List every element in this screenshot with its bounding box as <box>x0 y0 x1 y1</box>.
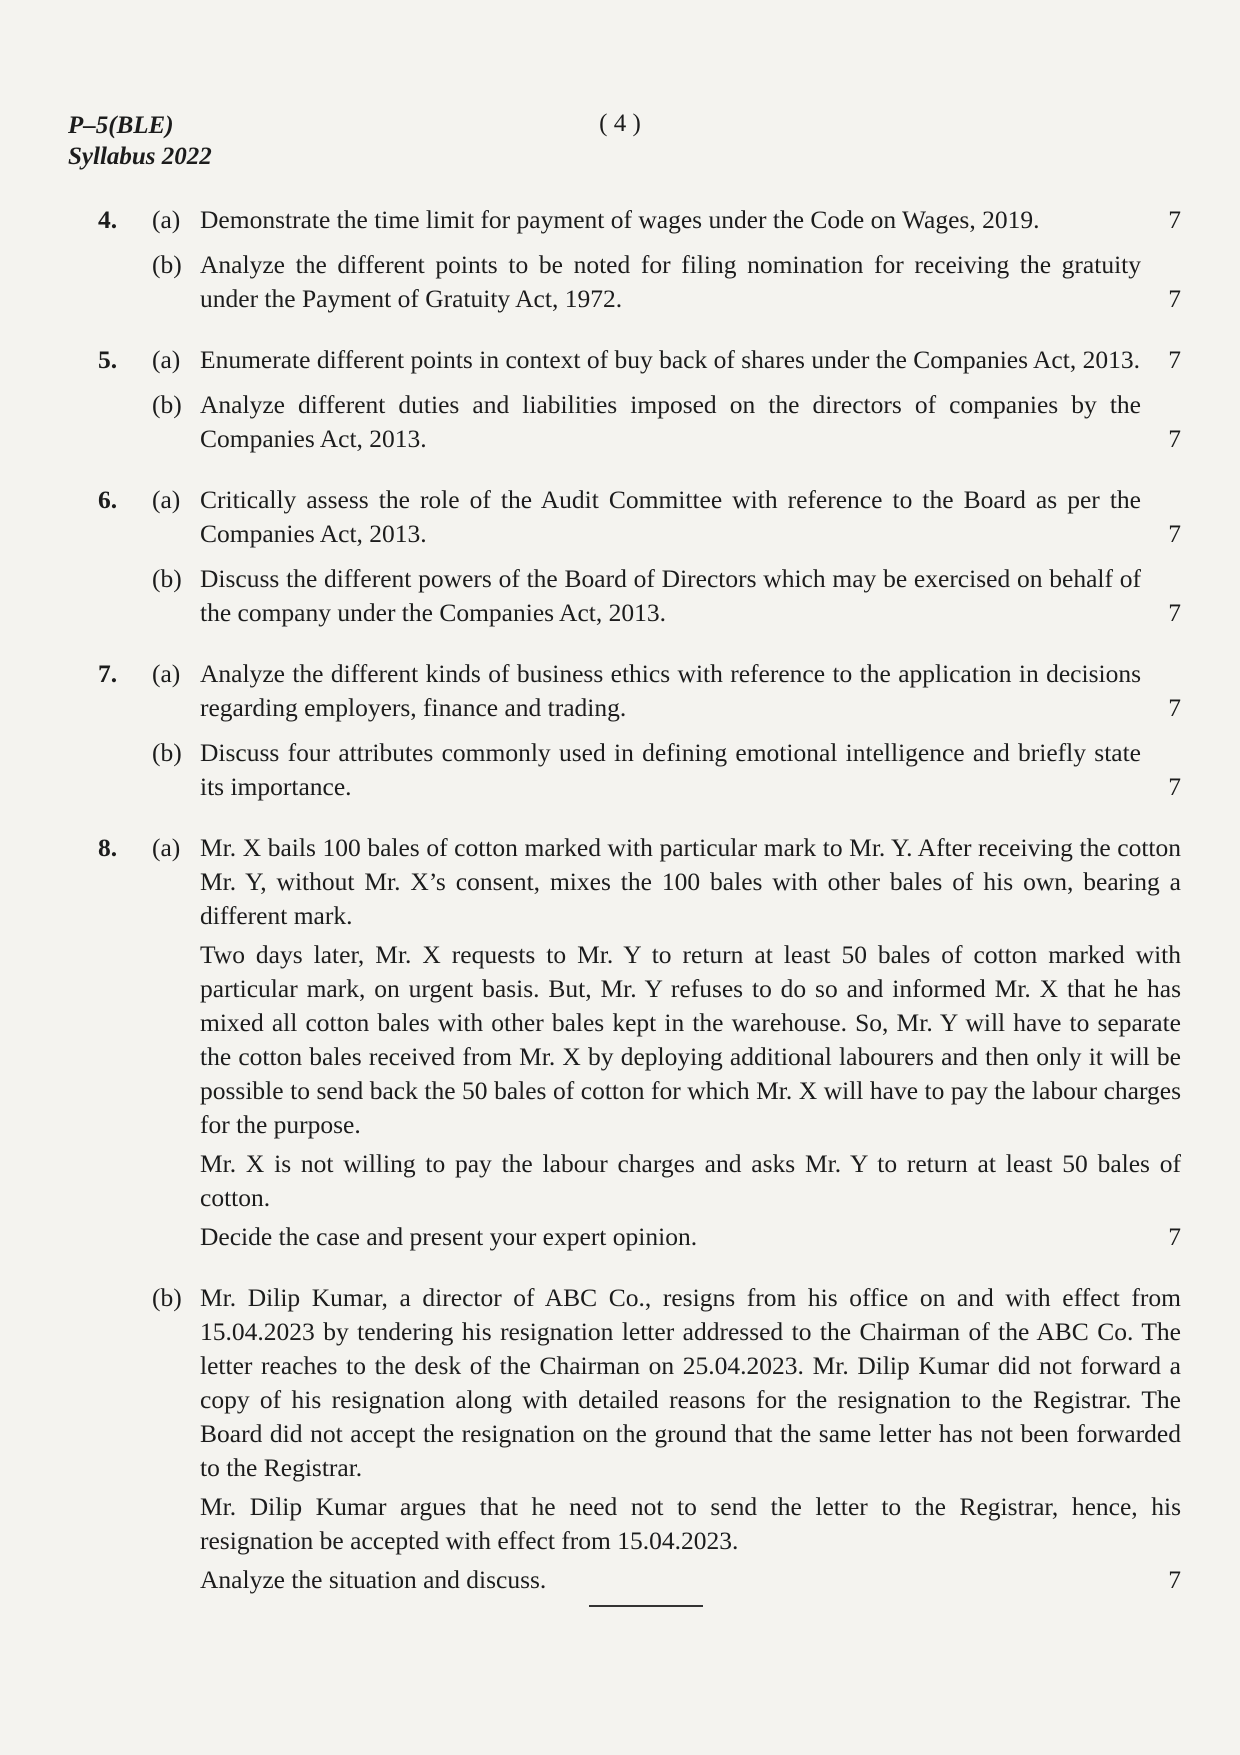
part-text <box>200 562 1181 635</box>
marks: 7 <box>1168 772 1181 801</box>
part-paragraph <box>200 483 1181 551</box>
part-paragraph <box>200 657 1181 725</box>
marks: 7 <box>1168 519 1181 548</box>
part-paragraph <box>200 1220 1181 1254</box>
question-parts <box>152 203 1181 327</box>
part-text <box>200 736 1181 809</box>
part-paragraph <box>200 343 1181 377</box>
end-rule <box>589 1605 703 1607</box>
marks: 7 <box>1168 284 1181 313</box>
marks: 7 <box>1168 693 1181 722</box>
part-paragraph <box>200 736 1181 804</box>
question-part <box>152 203 1181 242</box>
part-paragraph <box>200 248 1181 316</box>
part-label: (b) <box>152 564 182 593</box>
part-paragraph <box>200 1147 1181 1215</box>
paragraph-text: Analyze the different kinds of business ethics with reference to the application in decisions regarding employers, finance and trading. <box>200 659 1141 722</box>
part-paragraph <box>200 1563 1181 1597</box>
part-text <box>200 343 1181 382</box>
part-label: (b) <box>152 250 182 279</box>
part-label: (b) <box>152 1283 182 1312</box>
part-label: (a) <box>152 833 181 862</box>
question-part <box>152 343 1181 382</box>
question-parts <box>152 343 1181 467</box>
question-number: 5. <box>98 345 118 374</box>
part-label: (a) <box>152 345 181 374</box>
part-label: (a) <box>152 659 181 688</box>
question-parts <box>152 657 1181 815</box>
marks: 7 <box>1168 205 1181 234</box>
question-5 <box>98 343 1181 467</box>
question-part <box>152 1281 1181 1602</box>
paragraph-text: Critically assess the role of the Audit Committee with reference to the Board as per the Companies Act, 2013. <box>200 485 1141 548</box>
paragraph-text: Analyze the situation and discuss. <box>200 1565 547 1594</box>
marks: 7 <box>1168 598 1181 627</box>
part-paragraph <box>200 1490 1181 1558</box>
part-paragraph <box>200 1281 1181 1485</box>
part-paragraph <box>200 203 1181 237</box>
question-number: 6. <box>98 485 118 514</box>
question-parts <box>152 483 1181 641</box>
part-text <box>200 248 1181 321</box>
question-number: 8. <box>98 833 118 862</box>
paragraph-text: Analyze different duties and liabilities imposed on the directors of companies by the Companies Act, 2013. <box>200 390 1141 453</box>
marks: 7 <box>1168 345 1181 374</box>
question-part <box>152 248 1181 321</box>
question-part <box>152 388 1181 461</box>
part-text <box>200 657 1181 730</box>
question-6 <box>98 483 1181 641</box>
paragraph-text: Demonstrate the time limit for payment of wages under the Code on Wages, 2019. <box>200 205 1040 234</box>
question-8 <box>98 831 1181 1608</box>
paragraph-text: Mr. X bails 100 bales of cotton marked with particular mark to Mr. Y. After receiving the cotton Mr. Y, without Mr. X’s consent, mixes the 100 bales with other bales of his own, bearing a different mark. <box>200 833 1181 930</box>
paragraph-text: Mr. X is not willing to pay the labour charges and asks Mr. Y to return at least 50 bales of cotton. <box>200 1149 1181 1212</box>
part-paragraph <box>200 388 1181 456</box>
marks: 7 <box>1168 424 1181 453</box>
part-text <box>200 203 1181 242</box>
question-number: 7. <box>98 659 118 688</box>
syllabus-year: Syllabus 2022 <box>68 143 212 170</box>
question-4 <box>98 203 1181 327</box>
part-text <box>200 1281 1181 1602</box>
part-text <box>200 388 1181 461</box>
marks: 7 <box>1168 1222 1181 1251</box>
part-label: (b) <box>152 738 182 767</box>
paragraph-text: Discuss the different powers of the Board of Directors which may be exercised on behalf of the company under the Companies Act, 2013. <box>200 564 1141 627</box>
part-label: (a) <box>152 485 181 514</box>
paragraph-text: Analyze the different points to be noted for filing nomination for receiving the gratuity under the Payment of Gratuity Act, 1972. <box>200 250 1141 313</box>
part-text <box>200 831 1181 1259</box>
part-paragraph <box>200 938 1181 1142</box>
marks: 7 <box>1168 1565 1181 1594</box>
paragraph-text: Enumerate different points in context of buy back of shares under the Companies Act, 2013. <box>200 345 1140 374</box>
question-list <box>98 203 1181 1624</box>
part-paragraph <box>200 831 1181 933</box>
question-part <box>152 483 1181 556</box>
question-parts <box>152 831 1181 1608</box>
page-number: ( 4 ) <box>599 110 641 137</box>
question-number: 4. <box>98 205 118 234</box>
question-part <box>152 736 1181 809</box>
paper-code: P–5(BLE) <box>68 112 174 139</box>
question-part <box>152 562 1181 635</box>
paragraph-text: Two days later, Mr. X requests to Mr. Y to return at least 50 bales of cotton marked with particular mark, on urgent basis. But, Mr. Y refuses to do so and informed Mr. X that he has mixed all cotton bales with other bales kept in the warehouse. So, Mr. Y will have to separate the cotton bales received from Mr. X by deploying additional labourers and then only it will be possible to send back the 50 bales of cotton for which Mr. X will have to pay the labour charges for the purpose. <box>200 940 1181 1139</box>
paragraph-text: Mr. Dilip Kumar, a director of ABC Co., resigns from his office on and with effect from 15.04.2023 by tendering his resignation letter addressed to the Chairman of the ABC Co. The letter reaches to the desk of the Chairman on 25.04.2023. Mr. Dilip Kumar did not forward a copy of his resignation along with detailed reasons for the resignation to the Registrar. The Board did not accept the resignation on the ground that the same letter has not been forwarded to the Registrar. <box>200 1283 1181 1482</box>
part-label: (a) <box>152 205 181 234</box>
question-part <box>152 831 1181 1259</box>
part-paragraph <box>200 562 1181 630</box>
part-text <box>200 483 1181 556</box>
question-7 <box>98 657 1181 815</box>
part-label: (b) <box>152 390 182 419</box>
paragraph-text: Decide the case and present your expert opinion. <box>200 1222 698 1251</box>
paragraph-text: Discuss four attributes commonly used in defining emotional intelligence and briefly state its importance. <box>200 738 1141 801</box>
paragraph-text: Mr. Dilip Kumar argues that he need not to send the letter to the Registrar, hence, his resignation be accepted with effect from 15.04.2023. <box>200 1492 1181 1555</box>
question-part <box>152 657 1181 730</box>
